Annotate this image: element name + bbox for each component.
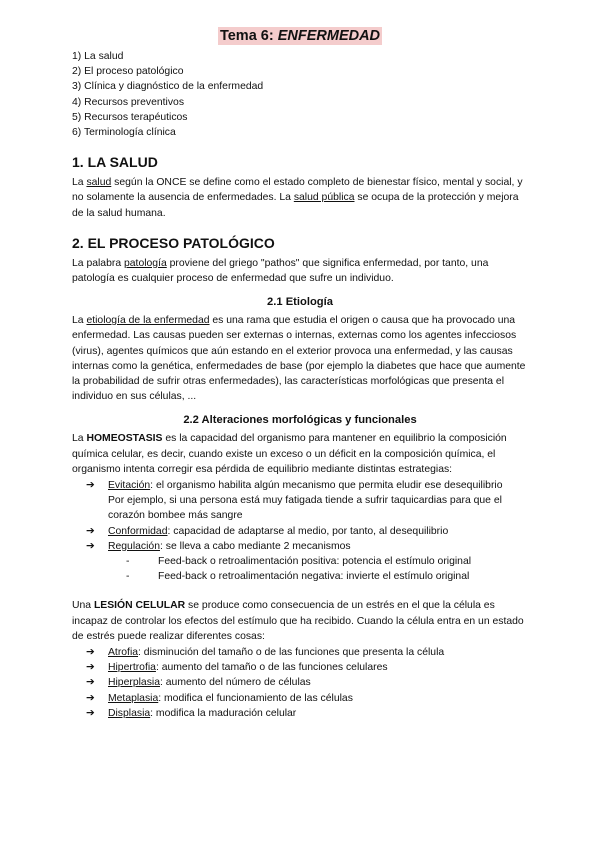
list-item [86,660,528,675]
strategy-list [72,478,528,584]
underlined-term: etiología de la enfermedad [86,315,210,327]
list-item [86,691,528,706]
table-of-contents [72,49,528,140]
section-heading-salud: 1. LA SALUD [72,154,158,171]
salud-paragraph [72,175,528,221]
text-run: : modifica la maduración celular [150,707,297,719]
underlined-term: Atrofia [108,647,139,658]
bold-term: LESIÓN CELULAR [93,600,186,612]
text-run: según la ONCE se define como el estado completo de bienestar físico, mental y social, y no solamente la ausencia de enfermedades. La [72,177,523,204]
list-item [86,524,528,539]
text-run: La [72,433,87,445]
list-item [86,478,528,524]
title-highlight [218,27,382,45]
underlined-term: salud pública [293,192,355,204]
arrow-icon: ➔ [86,692,95,704]
text-run: La [72,315,87,327]
section-heading-proceso: 2. EL PROCESO PATOLÓGICO [72,234,275,251]
underlined-term: Regulación [108,540,160,552]
arrow-icon: ➔ [86,647,95,658]
subsection-heading-alteraciones: 2.2 Alteraciones morfológicas y funcionales [183,414,417,427]
text-run: : se lleva a cabo mediante 2 mecanismos [160,540,351,552]
list-item [86,706,528,721]
spacer [72,584,528,598]
text-run: : disminución del tamaño o de las funciones que presenta la célula [138,647,445,658]
text-run: : aumento del tamaño o de las funciones celulares [155,662,388,674]
homeostasis-paragraph [72,431,528,477]
underlined-term: Hiperplasia [108,677,160,689]
proceso-paragraph [72,256,528,286]
toc-item: 1) La salud [72,51,124,62]
underlined-term: Conformidad [108,525,168,537]
toc-item: 2) El proceso patológico [72,66,184,78]
subsection-heading-etiologia: 2.1 Etiología [267,296,333,309]
text-run: Feed-back o retroalimentación negativa: invierte el estímulo original [158,571,470,583]
underlined-term: Hipertrofia [108,662,156,674]
text-run: es la capacidad del organismo para mantener en equilibrio la composición química celular, es decir, cuando existe un exceso o un déficit en la composición química, el organismo intenta corregir esa pérdida de equilibrio mediante distintas estrategias: [72,433,507,475]
text-run: Una [72,600,94,612]
underlined-term: salud [86,177,112,189]
underlined-term: patología [124,257,167,269]
text-run: se ocupa de la protección y mejora de la salud humana. [72,192,519,219]
lesion-paragraph [72,598,528,644]
list-item [86,675,528,690]
text-run: Feed-back o retroalimentación positiva: potencia el estímulo original [158,555,472,567]
page-title [72,26,528,46]
dash-bullet: - [126,571,130,583]
toc-item: 4) Recursos preventivos [72,96,185,108]
list-item [86,645,528,660]
text-run: La [72,177,87,189]
arrow-icon: ➔ [86,677,95,689]
document-page [72,26,528,721]
text-run: : el organismo habilita algún mecanismo que permita eludir ese desequilibrio [150,479,503,491]
arrow-icon: ➔ [86,540,95,552]
toc-item: 6) Terminología clínica [72,126,176,138]
text-run: es una rama que estudia el origen o causa que ha provocado una enfermedad. Las causas pueden ser externas o internas, externas como los agentes infecciosos (virus), agentes químicos que aún estando en el exterior provoca una enfermedad, y las causas internas como la genética, enfermedades de base (por ejemplo la diabetes que hace que aumente la probabilidad de sufrir otras enfermedades), las características morfológicas que presenta el individuo en sus células, ... [72,315,526,403]
text-run: : capacidad de adaptarse al medio, por tanto, al desequilibrio [167,525,449,537]
text-run: : aumento del número de células [159,677,311,689]
underlined-term: Metaplasia [108,692,159,704]
lesion-list [72,645,528,721]
arrow-icon: ➔ [86,707,95,719]
text-run: se produce como consecuencia de un estrés en el que la célula es incapaz de controlar los efectos del estímulo que ha recibido. Cuando la célula entra en un estado de estrés puede realizar diferentes cosas: [72,600,524,642]
sub-list-item [126,569,528,584]
sub-list-item [126,554,528,569]
arrow-icon: ➔ [86,662,95,674]
example-text: Por ejemplo, si una persona está muy fatigada tiende a sufrir taquicardias para que el corazón bombee más sangre [108,495,502,522]
toc-item: 5) Recursos terapéuticos [72,111,188,123]
toc-item: 3) Clínica y diagnóstico de la enfermedad [72,81,264,93]
dash-bullet: - [126,555,130,567]
arrow-icon: ➔ [86,525,95,537]
text-run: : modifica el funcionamiento de las células [158,692,353,704]
underlined-term: Evitación [108,479,151,491]
title-prefix: Tema 6: [219,28,274,44]
text-run: proviene del griego "pathos" que significa enfermedad, por tanto, una patología es cualquier proceso de enfermedad que sufre un individuo. [72,257,489,284]
etiologia-paragraph [72,313,528,404]
bold-term: HOMEOSTASIS [86,433,163,445]
arrow-icon: ➔ [86,479,95,491]
text-run: La palabra [72,257,124,269]
underlined-term: Displasia [108,707,151,719]
list-item [86,539,528,554]
title-main: ENFERMEDAD [277,28,381,44]
